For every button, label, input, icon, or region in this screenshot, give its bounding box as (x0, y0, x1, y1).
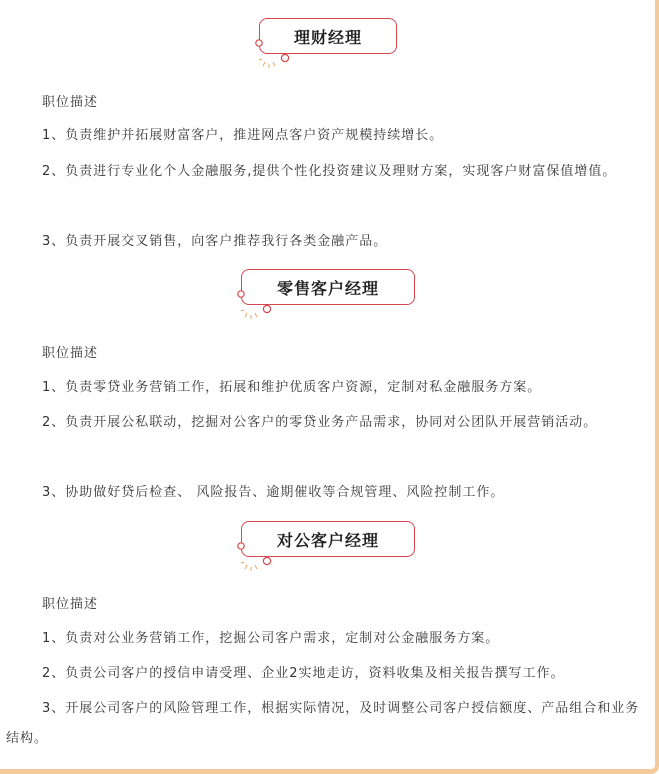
section-label: 职位描述 (42, 346, 99, 361)
section-label: 职位描述 (42, 95, 99, 110)
list-item: 2、负责开展公私联动，挖掘对公客户的零贷业务产品需求，协同对公团队开展营销活动。 (42, 415, 598, 430)
list-item: 3、负责开展交叉销售，向客户推荐我行各类金融产品。 (42, 234, 388, 249)
section-title-wealth-manager (259, 18, 397, 56)
list-item: 1、负责维护并拓展财富客户，推进网点客户资产规模持续增长。 (42, 128, 444, 143)
title-decoration-icon (233, 535, 293, 575)
section-title-text: 理财经理 (293, 27, 362, 47)
list-item: 3、开展公司客户的风险管理工作，根据实际情况，及时调整公司客户授信额度、产品组合和业务结构。 (6, 701, 640, 746)
list-item: 1、负责对公业务营销工作，挖掘公司客户需求，定制对公金融服务方案。 (42, 631, 500, 646)
section-label: 职位描述 (42, 597, 99, 612)
title-decoration-icon (233, 283, 293, 323)
section-title-corporate-manager (241, 521, 415, 559)
title-decoration-icon (251, 32, 311, 72)
list-item: 1、负责零贷业务营销工作，拓展和维护优质客户资源，定制对私金融服务方案。 (42, 380, 542, 395)
section-title-retail-manager (241, 269, 415, 307)
list-item: 2、负责进行专业化个人金融服务,提供个性化投资建议及理财方案，实现客户财富保值增值。 (42, 164, 617, 179)
list-item: 3、协助做好贷后检查、 风险报告、逾期催收等合规管理、风险控制工作。 (42, 485, 505, 500)
list-item: 2、负责公司客户的授信申请受理、企业2实地走访，资料收集及相关报告撰写工作。 (42, 666, 565, 681)
section-title-text: 零售客户经理 (276, 278, 379, 298)
section-title-text: 对公客户经理 (276, 530, 379, 550)
